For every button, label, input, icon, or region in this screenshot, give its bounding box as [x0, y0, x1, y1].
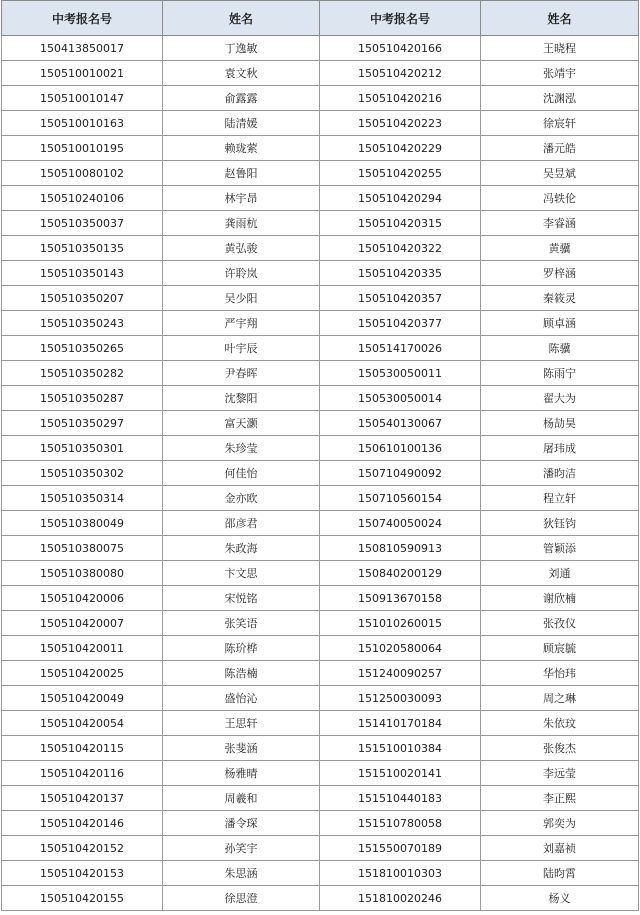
student-name-cell: 赵鲁阳	[163, 161, 320, 186]
student-name-cell: 潘元皓	[481, 136, 639, 161]
header-exam-id: 中考报名号	[320, 1, 481, 36]
student-name-cell: 顾卓涵	[481, 311, 639, 336]
exam-id-cell: 151020580064	[320, 636, 481, 661]
student-name-cell: 吴少阳	[163, 286, 320, 311]
student-name-cell: 翟大为	[481, 386, 639, 411]
exam-id-cell: 150510420137	[2, 786, 163, 811]
exam-id-cell: 150510380080	[2, 561, 163, 586]
table-row	[2, 611, 639, 636]
student-name-cell: 许聆岚	[163, 261, 320, 286]
exam-id-cell: 150510350135	[2, 236, 163, 261]
student-name-cell: 郭奕为	[481, 811, 639, 836]
exam-id-cell: 150510010163	[2, 111, 163, 136]
table-row	[2, 86, 639, 111]
exam-id-cell: 150510420377	[320, 311, 481, 336]
student-name-cell: 谢欣楠	[481, 586, 639, 611]
exam-id-cell: 151010260015	[320, 611, 481, 636]
table-row	[2, 36, 639, 61]
exam-id-cell: 150510350037	[2, 211, 163, 236]
exam-id-cell: 150510420153	[2, 861, 163, 886]
table-row	[2, 761, 639, 786]
table-row	[2, 586, 639, 611]
student-name-cell: 张斐涵	[163, 736, 320, 761]
exam-id-cell: 150510350297	[2, 411, 163, 436]
table-row	[2, 386, 639, 411]
table-row	[2, 811, 639, 836]
student-name-cell: 陈骥	[481, 336, 639, 361]
student-name-cell: 罗梓涵	[481, 261, 639, 286]
exam-id-cell: 150510420322	[320, 236, 481, 261]
student-name-cell: 严宇翔	[163, 311, 320, 336]
student-name-cell: 沈黎阳	[163, 386, 320, 411]
exam-id-cell: 150510420007	[2, 611, 163, 636]
student-name-cell: 富天灏	[163, 411, 320, 436]
student-name-cell: 袁文秋	[163, 61, 320, 86]
exam-id-cell: 150510420212	[320, 61, 481, 86]
exam-id-cell: 150510420146	[2, 811, 163, 836]
student-name-cell: 管颖添	[481, 536, 639, 561]
exam-id-cell: 151510020141	[320, 761, 481, 786]
student-name-cell: 张孜仪	[481, 611, 639, 636]
exam-id-cell: 150510010021	[2, 61, 163, 86]
exam-id-cell: 151510440183	[320, 786, 481, 811]
table-row	[2, 411, 639, 436]
student-name-cell: 冯轶伦	[481, 186, 639, 211]
exam-id-cell: 150530050014	[320, 386, 481, 411]
student-name-cell: 李远莹	[481, 761, 639, 786]
exam-id-cell: 150510350302	[2, 461, 163, 486]
exam-id-cell: 150510420294	[320, 186, 481, 211]
student-name-cell: 卞文思	[163, 561, 320, 586]
student-name-cell: 李正熙	[481, 786, 639, 811]
exam-id-cell: 150510350314	[2, 486, 163, 511]
student-name-cell: 陆清媛	[163, 111, 320, 136]
exam-id-cell: 150510420049	[2, 686, 163, 711]
exam-id-cell: 150510350243	[2, 311, 163, 336]
student-name-cell: 黄骥	[481, 236, 639, 261]
student-name-cell: 朱珍莹	[163, 436, 320, 461]
table-row	[2, 536, 639, 561]
exam-id-cell: 150510420025	[2, 661, 163, 686]
student-name-cell: 屠玮成	[481, 436, 639, 461]
exam-id-cell: 150510420011	[2, 636, 163, 661]
exam-id-cell: 151250030093	[320, 686, 481, 711]
exam-id-cell: 150510350265	[2, 336, 163, 361]
exam-id-cell: 150510420155	[2, 886, 163, 911]
exam-id-cell: 151810020246	[320, 886, 481, 911]
exam-id-cell: 151510010384	[320, 736, 481, 761]
exam-id-cell: 150740050024	[320, 511, 481, 536]
admission-roster-table	[1, 0, 639, 911]
exam-id-cell: 150510420054	[2, 711, 163, 736]
student-name-cell: 刘嘉祯	[481, 836, 639, 861]
exam-id-cell: 150510380075	[2, 536, 163, 561]
student-name-cell: 潘令琛	[163, 811, 320, 836]
student-name-cell: 陈浩楠	[163, 661, 320, 686]
exam-id-cell: 150510420166	[320, 36, 481, 61]
table-row	[2, 311, 639, 336]
exam-id-cell: 150510420115	[2, 736, 163, 761]
exam-id-cell: 150913670158	[320, 586, 481, 611]
student-name-cell: 尹春晖	[163, 361, 320, 386]
student-name-cell: 杨劼昊	[481, 411, 639, 436]
exam-id-cell: 150510420357	[320, 286, 481, 311]
table-row	[2, 486, 639, 511]
exam-id-cell: 150510420216	[320, 86, 481, 111]
exam-id-cell: 151810010303	[320, 861, 481, 886]
exam-id-cell: 150710560154	[320, 486, 481, 511]
student-name-cell: 丁逸敏	[163, 36, 320, 61]
table-row	[2, 561, 639, 586]
student-name-cell: 顾宸毓	[481, 636, 639, 661]
table-row	[2, 711, 639, 736]
student-name-cell: 华怡玮	[481, 661, 639, 686]
student-name-cell: 宋悦铭	[163, 586, 320, 611]
exam-id-cell: 151550070189	[320, 836, 481, 861]
exam-id-cell: 150510240106	[2, 186, 163, 211]
student-name-cell: 何佳怡	[163, 461, 320, 486]
exam-id-cell: 150510010147	[2, 86, 163, 111]
exam-id-cell: 150510420152	[2, 836, 163, 861]
student-name-cell: 徐思澄	[163, 886, 320, 911]
student-name-cell: 陈雨宁	[481, 361, 639, 386]
student-name-cell: 朱思涵	[163, 861, 320, 886]
exam-id-cell: 150540130067	[320, 411, 481, 436]
student-name-cell: 朱依玟	[481, 711, 639, 736]
table-row	[2, 236, 639, 261]
table-row	[2, 636, 639, 661]
table-row	[2, 261, 639, 286]
student-name-cell: 盛怡沁	[163, 686, 320, 711]
student-name-cell: 狄钰钧	[481, 511, 639, 536]
student-name-cell: 秦筱灵	[481, 286, 639, 311]
table-row	[2, 336, 639, 361]
table-row	[2, 186, 639, 211]
header-exam-id: 中考报名号	[2, 1, 163, 36]
exam-id-cell: 150510350207	[2, 286, 163, 311]
table-body	[2, 36, 639, 911]
table-row	[2, 436, 639, 461]
table-row	[2, 786, 639, 811]
student-name-cell: 沈渊泓	[481, 86, 639, 111]
table-row	[2, 461, 639, 486]
student-name-cell: 周羲和	[163, 786, 320, 811]
student-name-cell: 张靖宇	[481, 61, 639, 86]
table-row	[2, 136, 639, 161]
exam-id-cell: 150510350282	[2, 361, 163, 386]
exam-id-cell: 150510420255	[320, 161, 481, 186]
student-name-cell: 王思轩	[163, 711, 320, 736]
exam-id-cell: 150510420006	[2, 586, 163, 611]
student-name-cell: 王晓程	[481, 36, 639, 61]
student-name-cell: 张俊杰	[481, 736, 639, 761]
student-name-cell: 吴昱斌	[481, 161, 639, 186]
exam-id-cell: 150413850017	[2, 36, 163, 61]
student-name-cell: 程立轩	[481, 486, 639, 511]
student-name-cell: 张笑语	[163, 611, 320, 636]
table-row	[2, 686, 639, 711]
exam-id-cell: 150510380049	[2, 511, 163, 536]
student-name-cell: 陈玠桦	[163, 636, 320, 661]
exam-id-cell: 150810590913	[320, 536, 481, 561]
exam-id-cell: 150510010195	[2, 136, 163, 161]
exam-id-cell: 150510420315	[320, 211, 481, 236]
exam-id-cell: 150510350287	[2, 386, 163, 411]
exam-id-cell: 151510780058	[320, 811, 481, 836]
table-row	[2, 836, 639, 861]
table-row	[2, 61, 639, 86]
table-header-row	[2, 1, 639, 36]
exam-id-cell: 150510420229	[320, 136, 481, 161]
exam-id-cell: 150514170026	[320, 336, 481, 361]
student-name-cell: 俞露露	[163, 86, 320, 111]
student-name-cell: 朱政海	[163, 536, 320, 561]
student-name-cell: 周之琳	[481, 686, 639, 711]
student-name-cell: 潘昀洁	[481, 461, 639, 486]
student-name-cell: 孙笑宇	[163, 836, 320, 861]
student-name-cell: 龚雨杭	[163, 211, 320, 236]
student-name-cell: 林宇昂	[163, 186, 320, 211]
exam-id-cell: 150510420116	[2, 761, 163, 786]
exam-id-cell: 150510080102	[2, 161, 163, 186]
exam-id-cell: 150510420223	[320, 111, 481, 136]
student-name-cell: 刘通	[481, 561, 639, 586]
exam-id-cell: 150510420335	[320, 261, 481, 286]
header-name: 姓名	[163, 1, 320, 36]
student-name-cell: 黄弘骏	[163, 236, 320, 261]
student-name-cell: 杨雅晴	[163, 761, 320, 786]
exam-id-cell: 151240090257	[320, 661, 481, 686]
exam-id-cell: 150840200129	[320, 561, 481, 586]
student-name-cell: 金亦欧	[163, 486, 320, 511]
exam-id-cell: 150530050011	[320, 361, 481, 386]
table-row	[2, 511, 639, 536]
student-name-cell: 赖珑萦	[163, 136, 320, 161]
exam-id-cell: 150710490092	[320, 461, 481, 486]
table-row	[2, 111, 639, 136]
table-row	[2, 661, 639, 686]
table-row	[2, 736, 639, 761]
header-name: 姓名	[481, 1, 639, 36]
table-row	[2, 286, 639, 311]
exam-id-cell: 150510350301	[2, 436, 163, 461]
student-name-cell: 陆昀霄	[481, 861, 639, 886]
student-name-cell: 徐宸轩	[481, 111, 639, 136]
exam-id-cell: 151410170184	[320, 711, 481, 736]
table-row	[2, 161, 639, 186]
table-row	[2, 886, 639, 911]
exam-id-cell: 150610100136	[320, 436, 481, 461]
table-row	[2, 211, 639, 236]
exam-id-cell: 150510350143	[2, 261, 163, 286]
student-name-cell: 叶宇辰	[163, 336, 320, 361]
table-row	[2, 361, 639, 386]
student-name-cell: 邵彦君	[163, 511, 320, 536]
student-name-cell: 杨义	[481, 886, 639, 911]
student-name-cell: 李睿涵	[481, 211, 639, 236]
table-row	[2, 861, 639, 886]
